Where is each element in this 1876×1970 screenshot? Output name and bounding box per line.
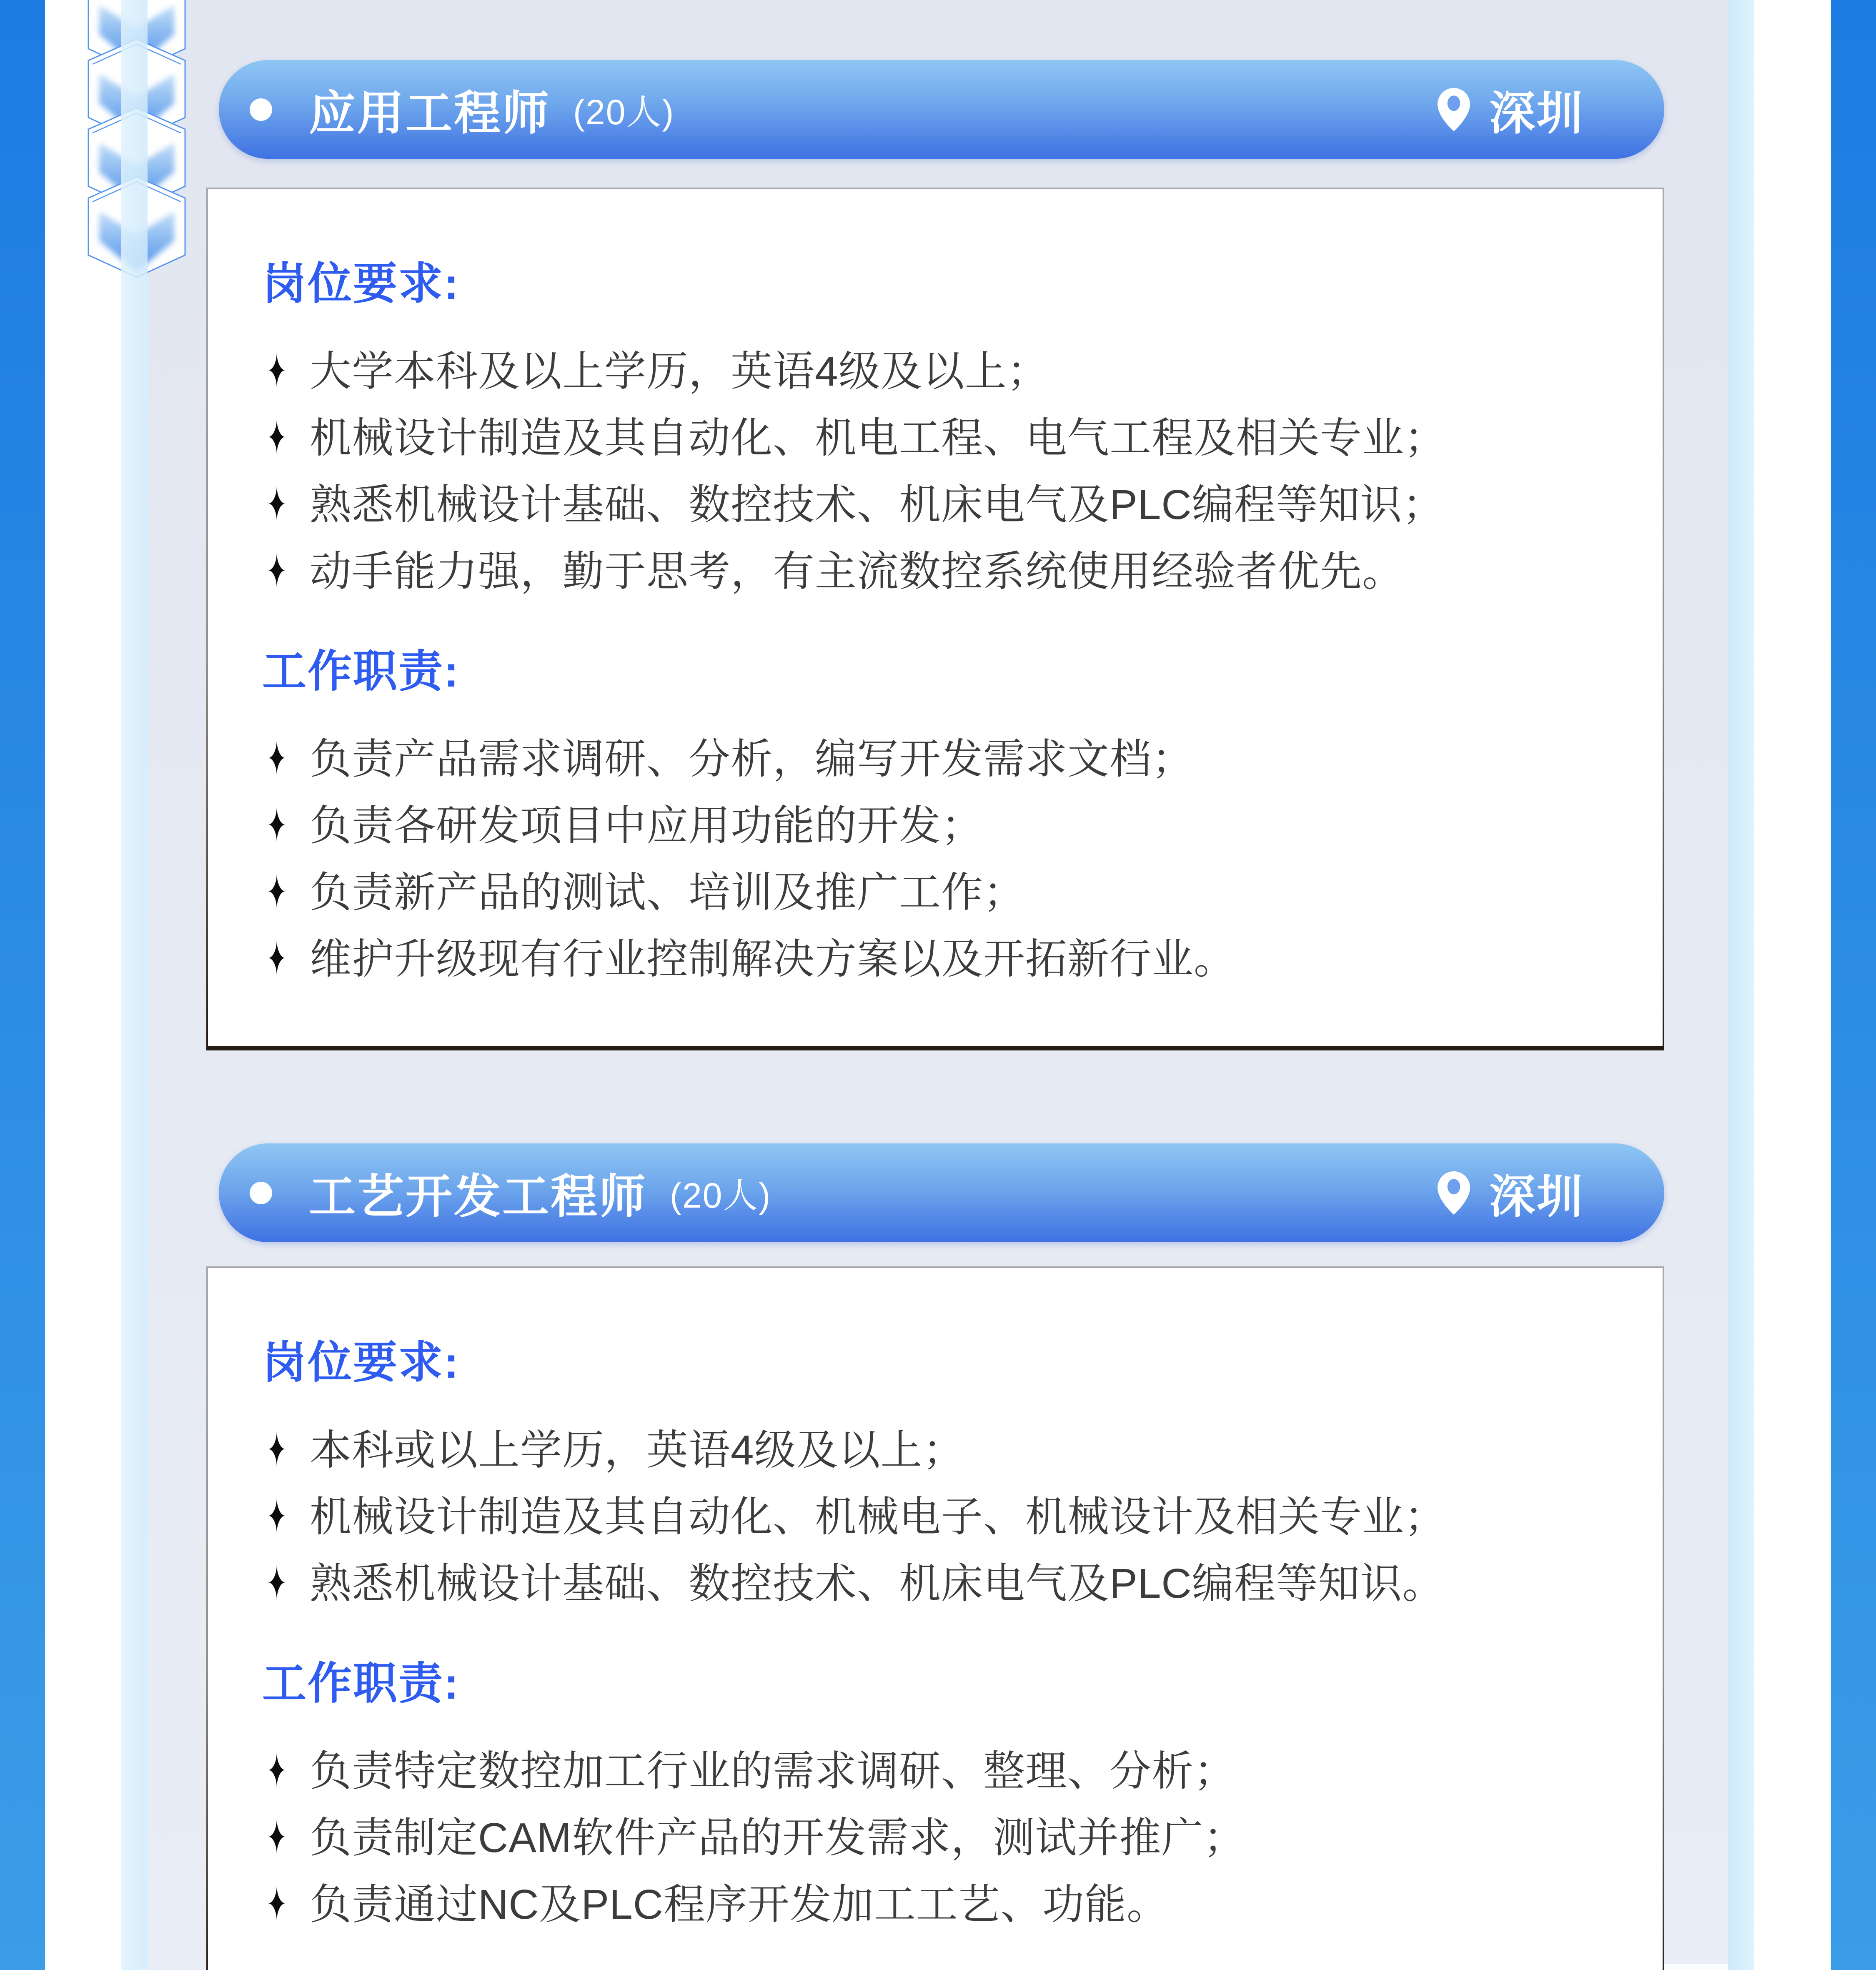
job-card-frame (206, 188, 1664, 1050)
location-badge (1438, 77, 1584, 143)
list-item (262, 734, 1625, 784)
location-badge (1438, 1160, 1584, 1226)
list-item (262, 344, 1625, 399)
list-item (262, 1423, 1625, 1477)
job-headcount: (20人) (573, 93, 675, 132)
bullet-dot-icon (250, 1182, 272, 1204)
list-item (262, 1877, 1625, 1932)
item-text: 维护升级现有行业控制解决方案以及开拓新行业。 (310, 936, 1236, 982)
list-item (262, 1489, 1625, 1544)
location-pin-icon (1438, 1165, 1470, 1221)
duties-list (262, 1744, 1625, 1932)
job-title: 应用工程师 (309, 87, 551, 139)
item-text: 机械设计制造及其自动化、机械电子、机械设计及相关专业； (310, 1494, 1446, 1540)
section-heading-requirements: 岗位要求: (262, 1338, 460, 1387)
job-card (208, 1268, 1663, 1970)
requirements-list (262, 1423, 1625, 1611)
bullet-star-icon: ✦ (267, 544, 287, 599)
job-section-application-engineer (148, 60, 1728, 1050)
bullet-star-icon: ✦ (267, 865, 287, 920)
left-blue-frame-bar (0, 0, 45, 1970)
content-column (148, 0, 1728, 1970)
bullet-star-icon: ✦ (267, 1744, 287, 1798)
requirements-list (262, 344, 1625, 599)
left-cyan-strip (121, 0, 148, 1970)
right-white-margin (1754, 0, 1831, 1970)
job-card (208, 189, 1663, 1046)
item-text: 机械设计制造及其自动化、机电工程、电气工程及相关专业； (310, 415, 1446, 461)
location-label: 深圳 (1489, 88, 1584, 139)
job-card-frame (206, 1266, 1664, 1970)
section-heading-duties: 工作职责: (262, 647, 460, 696)
list-item (262, 411, 1625, 465)
item-text: 负责通过NC及PLC程序开发加工工艺、功能。 (310, 1881, 1169, 1928)
item-text: 负责新产品的测试、培训及推广工作； (310, 869, 1025, 916)
job-header-pill (219, 60, 1664, 159)
bullet-star-icon: ✦ (267, 477, 287, 532)
bullet-dot-icon (250, 98, 272, 121)
item-text: 熟悉机械设计基础、数控技术、机床电气及PLC编程等知识。 (310, 1560, 1445, 1607)
item-text: 动手能力强，勤于思考，有主流数控系统使用经验者优先。 (310, 548, 1404, 595)
job-headcount: (20人) (670, 1176, 771, 1215)
duties-list (262, 734, 1625, 984)
bullet-star-icon: ✦ (267, 1489, 287, 1544)
list-item (262, 798, 1625, 853)
item-text: 负责各研发项目中应用功能的开发； (310, 802, 983, 849)
job-section-process-development-engineer (148, 1143, 1728, 1970)
bullet-star-icon: ✦ (267, 1877, 287, 1932)
section-heading-duties: 工作职责: (262, 1659, 460, 1708)
left-white-margin (45, 0, 121, 1970)
location-label: 深圳 (1489, 1171, 1584, 1223)
bullet-star-icon: ✦ (267, 1423, 287, 1477)
item-text: 大学本科及以上学历，英语4级及以上； (310, 348, 1049, 395)
list-item (262, 865, 1625, 920)
item-text: 负责制定CAM软件产品的开发需求，测试并推广； (310, 1815, 1246, 1861)
list-item (262, 1744, 1625, 1798)
job-header-pill (219, 1143, 1664, 1242)
item-text: 负责产品需求调研、分析，编写开发需求文档； (310, 736, 1194, 782)
bullet-star-icon: ✦ (267, 932, 287, 986)
bullet-star-icon: ✦ (267, 1556, 287, 1611)
job-title: 工艺开发工程师 (309, 1170, 647, 1223)
item-text: 本科或以上学历，英语4级及以上； (310, 1427, 965, 1474)
right-blue-frame-bar (1831, 0, 1876, 1970)
bullet-star-icon: ✦ (267, 1810, 287, 1865)
item-text: 熟悉机械设计基础、数控技术、机床电气及PLC编程等知识； (310, 481, 1445, 528)
section-heading-requirements: 岗位要求: (262, 259, 460, 308)
bullet-star-icon: ✦ (267, 344, 287, 399)
list-item (262, 544, 1625, 599)
location-pin-icon (1438, 82, 1470, 137)
item-text: 负责特定数控加工行业的需求调研、整理、分析； (310, 1748, 1236, 1795)
list-item (262, 932, 1625, 986)
bullet-star-icon: ✦ (267, 732, 287, 786)
list-item (262, 1556, 1625, 1611)
bullet-star-icon: ✦ (267, 798, 287, 853)
list-item (262, 1810, 1625, 1865)
list-item (262, 477, 1625, 532)
bullet-star-icon: ✦ (267, 411, 287, 465)
right-cyan-strip (1728, 0, 1754, 1970)
